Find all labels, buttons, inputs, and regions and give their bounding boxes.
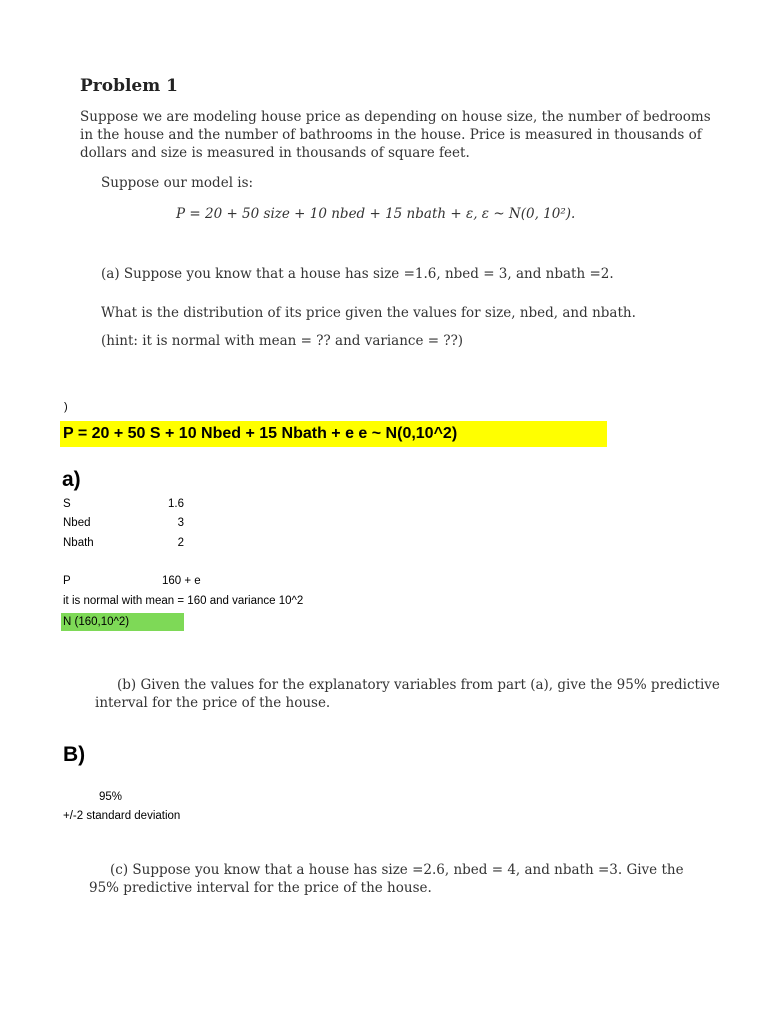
p-value: 160 + e (162, 575, 201, 587)
model-equation: P = 20 + 50 size + 10 nbed + 15 nbath + ε, ε ~ N(0, 10²). (176, 206, 576, 222)
problem-title: Problem 1 (80, 76, 178, 96)
b-percent: 95% (99, 791, 123, 803)
var-nbath-label: Nbath (63, 537, 94, 549)
model-equation-highlight: P = 20 + 50 S + 10 Nbed + 15 Nbath + e e ~ N(0,10^2) (60, 421, 607, 447)
var-nbath-value: 2 (177, 537, 184, 549)
part-c-line-1: (c) Suppose you know that a house has size =2.6, nbed = 4, and nbath =3. Give the (110, 862, 684, 878)
intro-line-2: in the house and the number of bathrooms in the house. Price is measured in thousands of (80, 127, 702, 143)
question-hint: (hint: it is normal with mean = ?? and variance = ??) (101, 333, 464, 349)
intro-line-1: Suppose we are modeling house price as depending on house size, the number of bedrooms (80, 109, 711, 125)
answer-b-heading: B) (63, 743, 86, 766)
stray-mark: ) (64, 401, 68, 413)
part-c-line-2: 95% predictive interval for the price of the house. (89, 880, 432, 896)
b-standard-deviation: +/-2 standard deviation (63, 810, 181, 822)
intro-line-3: dollars and size is measured in thousands of square feet. (80, 145, 470, 161)
part-b-line-2: interval for the price of the house. (95, 695, 331, 711)
var-nbed-value: 3 (177, 517, 184, 529)
var-s-value: 1.6 (168, 498, 184, 510)
var-s-label: S (63, 498, 71, 510)
question-line-1: What is the distribution of its price given the values for size, nbed, and nbath. (101, 305, 636, 321)
p-label: P (63, 575, 71, 587)
normal-statement: it is normal with mean = 160 and variance 10^2 (63, 595, 304, 607)
answer-a-heading: a) (62, 468, 81, 491)
normal-result-highlight: N (160,10^2) (61, 613, 184, 631)
model-intro: Suppose our model is: (101, 175, 254, 191)
var-nbed-label: Nbed (63, 517, 91, 529)
part-a-text: (a) Suppose you know that a house has size =1.6, nbed = 3, and nbath =2. (101, 266, 614, 282)
part-b-line-1: (b) Given the values for the explanatory variables from part (a), give the 95% predictive (117, 677, 720, 693)
